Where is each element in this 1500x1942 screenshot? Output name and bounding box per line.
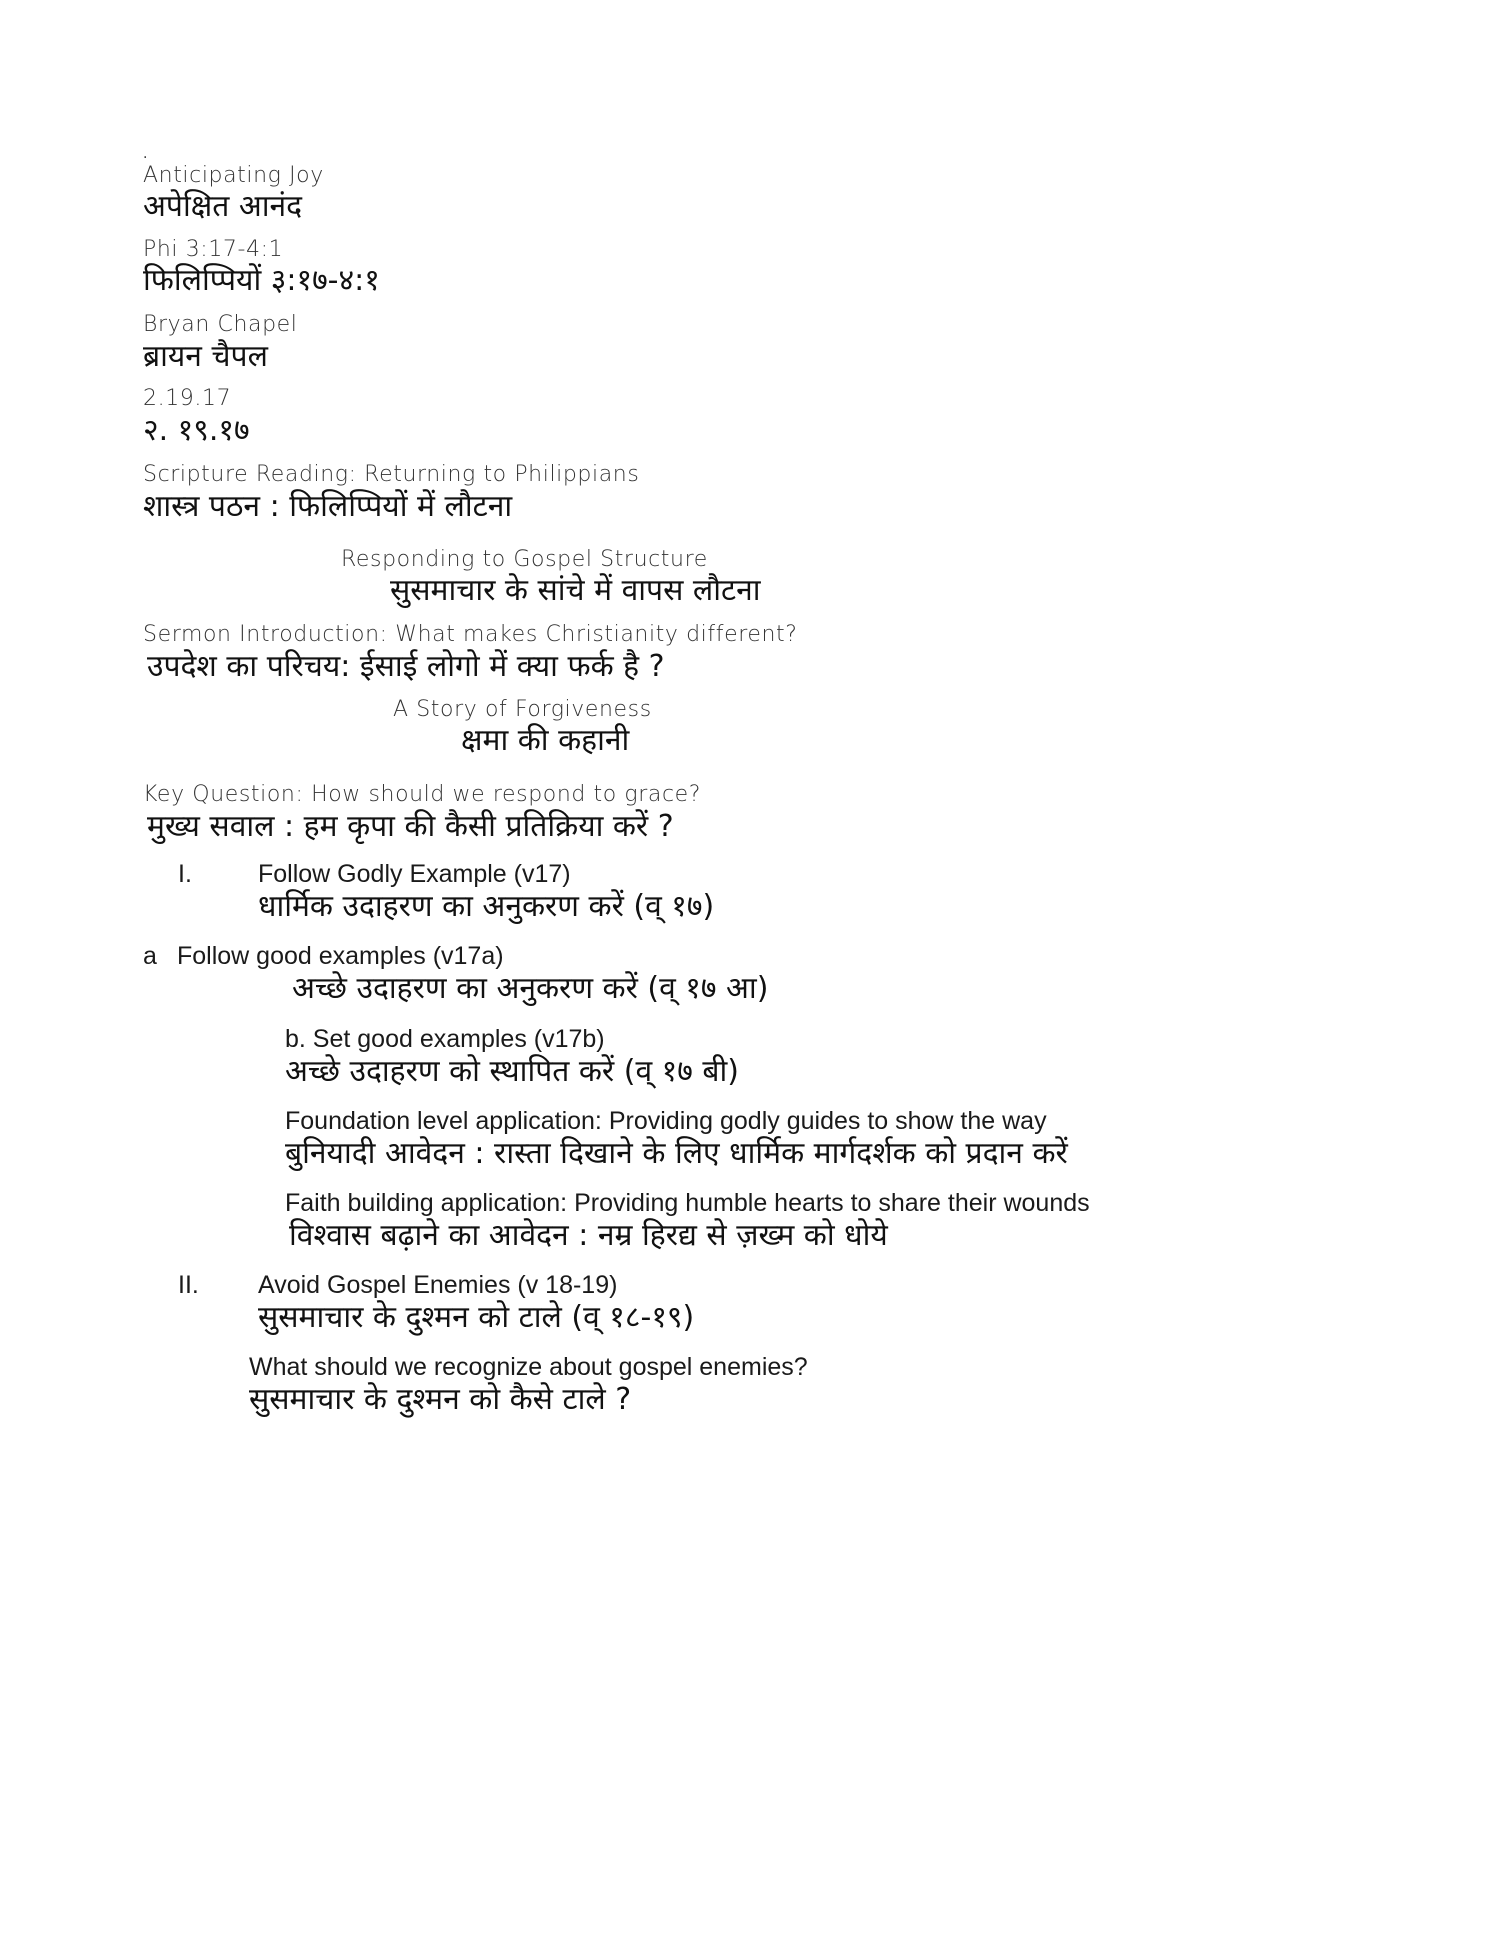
point-2-numeral: II.: [178, 1271, 199, 1299]
point-2-hindi: सुसमाचार के दुश्मन को टाले (व् १८-१९): [258, 1300, 695, 1335]
author-hindi: ब्रायन चैपल: [143, 339, 268, 374]
date-english: 2.19.17: [143, 386, 232, 411]
recognize-enemies-english: What should we recognize about gospel enemies?: [249, 1353, 808, 1381]
key-question-hindi: मुख्य सवाल : हम कृपा की कैसी प्रतिक्रिया करें ?: [147, 809, 674, 844]
sub-point-b-english: b. Set good examples (v17b): [285, 1025, 605, 1053]
faith-application-hindi: विश्वास बढ़ाने का आवेदन : नम्र हिरद्य से ज़ख्म को धोये: [289, 1218, 888, 1253]
point-1-english: Follow Godly Example (v17): [258, 860, 571, 888]
point-1-numeral: I.: [178, 860, 192, 888]
title-hindi: अपेक्षित आनंद: [143, 189, 303, 224]
key-question-english: Key Question: How should we respond to grace?: [143, 782, 702, 807]
title-english: Anticipating Joy: [143, 163, 324, 188]
sub-point-a-english: Follow good examples (v17a): [177, 942, 504, 970]
story-heading-english: A Story of Forgiveness: [393, 697, 652, 722]
faith-application-english: Faith building application: Providing humble hearts to share their wounds: [285, 1189, 1090, 1217]
foundation-application-hindi: बुनियादी आवेदन : रास्ता दिखाने के लिए धार्मिक मार्गदर्शक को प्रदान करें: [285, 1136, 1068, 1171]
responding-heading-english: Responding to Gospel Structure: [341, 547, 708, 572]
author-english: Bryan Chapel: [143, 312, 298, 337]
date-hindi: २. १९.१७: [143, 413, 250, 448]
scripture-reading-english: Scripture Reading: Returning to Philippians: [143, 462, 640, 487]
sub-point-b-hindi: अच्छे उदाहरण को स्थापित करें (व् १७ बी): [285, 1054, 740, 1089]
sub-point-a-hindi: अच्छे उदाहरण का अनुकरण करें (व् १७ आ): [292, 971, 769, 1006]
scripture-reading-hindi: शास्त्र पठन : फिलिप्पियों में लौटना: [143, 489, 513, 524]
sub-point-a-letter: a: [143, 942, 157, 970]
sermon-introduction-hindi: उपदेश का परिचय: ईसाई लोगो में क्या फर्क है ?: [147, 649, 665, 684]
recognize-enemies-hindi: सुसमाचार के दुश्मन को कैसे टाले ?: [249, 1382, 632, 1417]
responding-heading-hindi: सुसमाचार के सांचे में वापस लौटना: [390, 573, 761, 608]
foundation-application-english: Foundation level application: Providing godly guides to show the way: [285, 1107, 1047, 1135]
leading-dot: .: [143, 146, 148, 162]
point-2-english: Avoid Gospel Enemies (v 18-19): [258, 1271, 618, 1299]
sermon-introduction-english: Sermon Introduction: What makes Christianity different?: [143, 622, 798, 647]
point-1-hindi: धार्मिक उदाहरण का अनुकरण करें (व् १७): [258, 889, 715, 924]
passage-english: Phi 3:17-4:1: [143, 237, 284, 262]
passage-hindi: फिलिप्पियों ३:१७-४:१: [143, 263, 380, 298]
story-heading-hindi: क्षमा की कहानी: [461, 723, 630, 758]
